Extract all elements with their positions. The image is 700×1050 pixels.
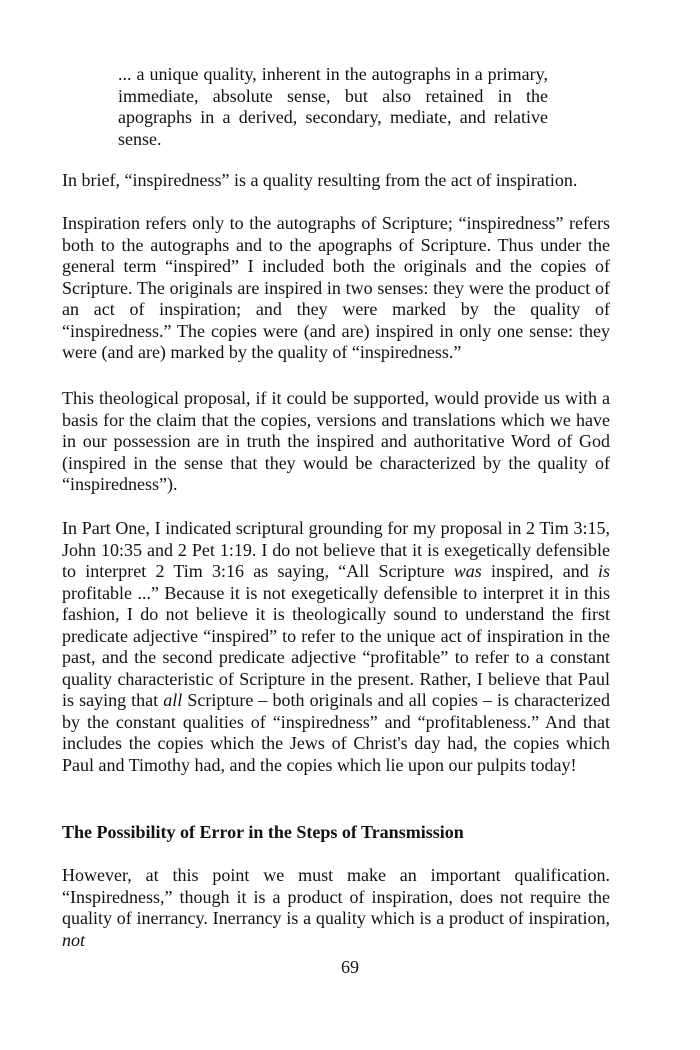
paragraph-proposal: This theological proposal, if it could be supported, would provide us with a basis for the claim that the copies, versions and translations which we have in our possession are in truth the inspired and authoritative Word of God (inspired in the sense that they would be characterized by the quality of “inspiredness”).: [62, 388, 610, 494]
emphasis-not: not: [62, 929, 86, 950]
text-run: profitable ...” Because it is not exegetically defensible to interpret it in this fashion, I do not believe it is theologically sound to understand the first predicate adjective “inspired” to refer to the unique act of inspiration in the past, and the second predicate adjective “profitable” to refer to a constant quality characteristic of Scripture in the present. Rather, I believe that Paul is saying that: [62, 582, 610, 710]
block-quote: ... a unique quality, inherent in the autographs in a primary, immediate, absolute sense, but also retained in the apographs in a derived, secondary, mediate, and relative sense.: [118, 64, 548, 149]
text-run: inspired, and: [481, 561, 598, 581]
emphasis-is: is: [597, 561, 610, 581]
section-heading: The Possibility of Error in the Steps of Transmission: [62, 822, 464, 842]
page-number: 69: [341, 957, 359, 977]
paragraph-inspiration: Inspiration refers only to the autographs of Scripture; “inspiredness” refers both to the autographs and to the apographs of Scripture. Thus under the general term “inspired” I included both the originals and the copies of Scripture. The originals are inspired in two senses: they were the product of an act of inspiration; and they were marked by the quality of “inspiredness.” The copies were (and are) inspired in only one sense: they were (and are) marked by the quality of “inspiredness.”: [62, 213, 610, 362]
emphasis-was: was: [453, 561, 482, 581]
text-run: However, at this point we must make an important qualification. “Inspiredness,” though it is a product of inspiration, does not require the quality of inerrancy. Inerrancy is a quality which is a product of inspiration,: [62, 865, 610, 928]
text-run: In Part One, I indicated scriptural grounding for my proposal in 2 Tim 3:15, John 10:35 and 2 Pet 1:19. I do not believe that it is exegetically defensible to interpret 2 Tim 3:16 as saying, “All Scripture: [62, 518, 610, 581]
paragraph-however: [62, 865, 610, 951]
text-run: Scripture – both originals and all copies – is characterized by the constant qualities of “inspiredness” and “profitableness.” And that includes the copies which the Jews of Christ's day had, the copies which Paul and Timothy had, and the copies which lie upon our pulpits today!: [62, 690, 611, 775]
emphasis-all: all: [163, 690, 183, 710]
paragraph-brief: In brief, “inspiredness” is a quality resulting from the act of inspiration.: [62, 170, 578, 190]
paragraph-part-one: [62, 518, 610, 776]
